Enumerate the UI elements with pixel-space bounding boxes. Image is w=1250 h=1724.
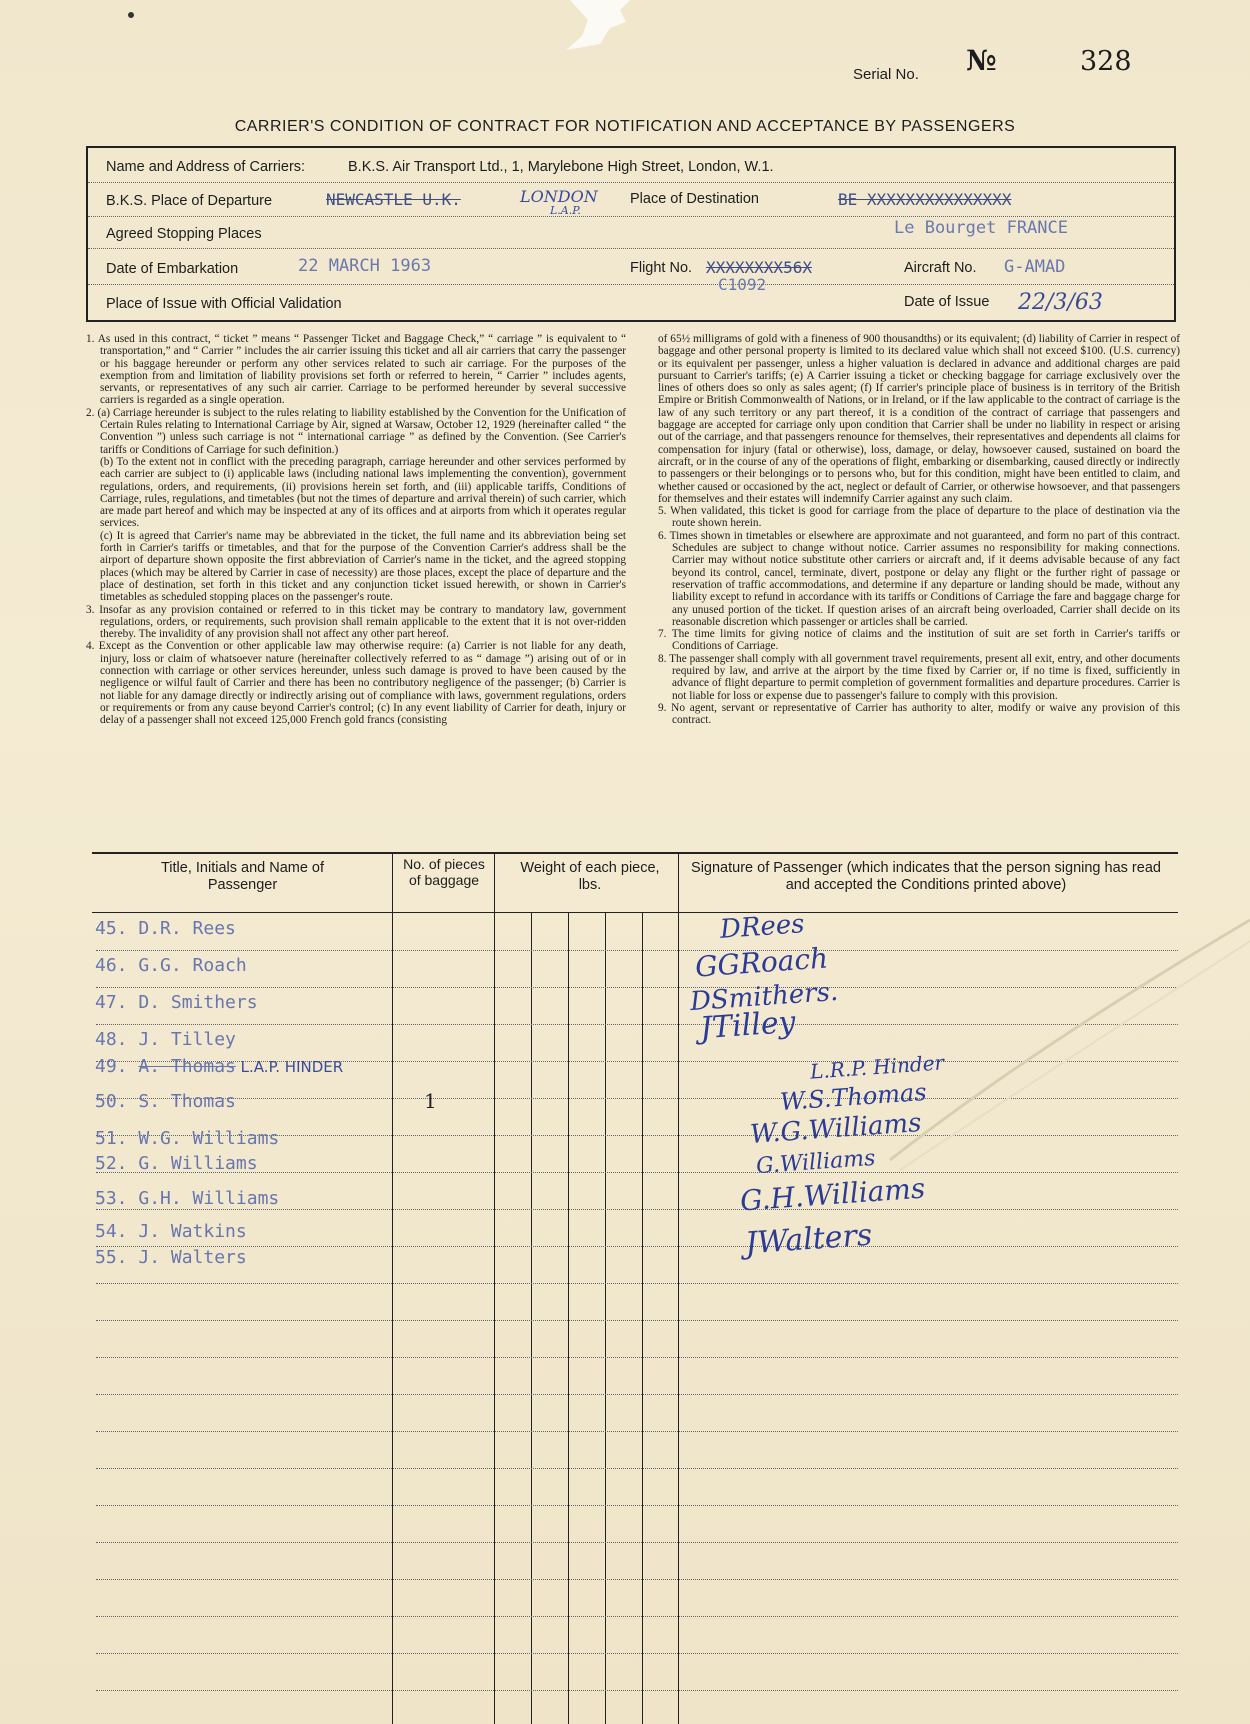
column-header-name: Title, Initials and Name of Passenger <box>160 860 325 893</box>
issue-date-value: 22/3/63 <box>1018 290 1103 315</box>
passenger-name-entry <box>95 918 236 939</box>
passenger-table-top-border <box>92 852 1178 854</box>
term-8: 8. The passenger shall comply with all government travel requirements, present all exit, entry, and other documents required by law, and arrive at the airport by the time fixed by Carrier or, if no time is fixed, sufficiently in advance of flight departure to permit completion of government formalities and departure procedures. Carrier is not liable for loss or expense due to passenger's failure to comply with this provision. <box>658 652 1180 702</box>
passenger-name: D.R. Rees <box>138 918 236 939</box>
ruled-line <box>96 1283 1178 1284</box>
passenger-signature: L.R.P. Hinder <box>809 1050 945 1084</box>
issue-place-label: Place of Issue with Official Validation <box>106 296 342 312</box>
passenger-number: 51. <box>95 1128 139 1149</box>
destination-label: Place of Destination <box>630 191 759 207</box>
ruled-line <box>96 1542 1178 1543</box>
column-header-signature: Signature of Passenger (which indicates that the person signing has read and accepted the Conditions printed above) <box>691 860 1161 893</box>
passenger-name: J. Walters <box>138 1247 247 1268</box>
passenger-number: 50. <box>95 1091 139 1112</box>
carriers-label: Name and Address of Carriers: <box>106 159 306 175</box>
aircraft-value: G-AMAD <box>1004 257 1066 277</box>
passenger-name: A. Thomas <box>138 1056 236 1077</box>
passenger-name-entry <box>95 1128 279 1149</box>
passenger-name-entry <box>95 1247 247 1268</box>
carrier-details-box <box>86 146 1176 322</box>
ruled-line <box>96 1394 1178 1395</box>
departure-label: B.K.S. Place of Departure <box>106 193 273 209</box>
ruled-line <box>96 1690 1178 1691</box>
ruled-line <box>96 1357 1178 1358</box>
passenger-number: 47. <box>95 992 139 1013</box>
ruled-line <box>96 1579 1178 1580</box>
term-2c: (c) It is agreed that Carrier's name may be abbreviated in the ticket, the full name and its abbreviation being set forth in Carrier's tariffs or timetables, and that for the purpose of the Convention Carrier's address shall be the airport of departure shown opposite the first abbreviation of Carrier's name in the ticket, and the agreed stopping places (which may be altered by Carrier in case of necessity) are those places, except the place of departure and the place of destination, set forth in this ticket and any conjunction ticket issued herewith, or shown in Carrier's timetables as scheduled stopping places on the passenger's route. <box>100 529 626 604</box>
passenger-name-entry <box>95 992 258 1013</box>
ruled-line <box>96 1616 1178 1617</box>
passenger-number: 49. <box>95 1056 139 1077</box>
passenger-name: S. Thomas <box>138 1091 236 1112</box>
term-7: 7. The time limits for giving notice of claims and the institution of suit are set forth in Carrier's tariffs or Conditions of Carriage. <box>658 628 1180 653</box>
passenger-number: 54. <box>95 1221 139 1242</box>
passenger-signature: G.H.Williams <box>739 1171 927 1218</box>
column-header-weight: Weight of each piece, lbs. <box>520 860 660 893</box>
passenger-name: G.H. Williams <box>138 1188 280 1209</box>
passenger-name: D. Smithers <box>138 992 258 1013</box>
term-9: 9. No agent, servant or representative of Carrier has authority to alter, modify or waive any provision of this contract. <box>658 701 1180 727</box>
column-divider <box>568 912 569 1724</box>
carriers-row <box>88 148 1174 183</box>
passenger-signature: G.Williams <box>755 1145 877 1180</box>
stopping-label: Agreed Stopping Places <box>106 226 262 242</box>
ruled-line <box>96 1505 1178 1506</box>
embarkation-label: Date of Embarkation <box>106 261 239 277</box>
passenger-signature: W.S.Thomas <box>779 1077 928 1117</box>
destination-value: Le Bourget FRANCE <box>894 218 1068 238</box>
passenger-signature: DSmithers. <box>689 976 840 1018</box>
term-5: 5. When validated, this ticket is good for carriage from the place of departure to the place of destination via the route shown herein. <box>658 505 1180 530</box>
ruled-line <box>96 1468 1178 1469</box>
term-3: 3. Insofar as any provision contained or referred to in this ticket may be contrary to mandatory law, government regulations, orders, or requirements, such provision shall remain applicable to the extent that it is not over-ridden thereby. The invalidity of any provision shall not affect any other part hereof. <box>86 603 626 641</box>
passenger-name: J. Tilley <box>138 1029 236 1050</box>
embarkation-row <box>88 248 1174 294</box>
passenger-signature: JTilley <box>698 1004 797 1047</box>
column-header-pieces: No. of pieces of baggage <box>403 856 485 888</box>
passenger-number: 45. <box>95 918 139 939</box>
term-1: 1. As used in this contract, “ ticket ” means “ Passenger Ticket and Baggage Check,” “ carriage ” is equivalent to “ transportation,” and “ Carrier ” includes the air carrier issuing this ticket and all air carriers that carry the passenger or his baggage hereunder or perform any other services related to such air carriage. For the purposes of the exemption from and limitation of liability provisions set forth or referred to herein, “ Carrier ” includes agents, servants, or representatives of any such air carrier. Carriage to be performed hereunder by several successive carriers is regarded as a single operation. <box>86 333 626 407</box>
departure-handwritten-sub: L.A.P. <box>550 204 581 217</box>
serial-number: 328 <box>1080 46 1132 77</box>
passenger-number: 52. <box>95 1153 139 1174</box>
passenger-name-entry <box>95 1188 279 1209</box>
passenger-name-entry <box>95 1056 343 1077</box>
term-6: 6. Times shown in timetables or elsewhere are approximate and not guaranteed, and form no part of this contract. Schedules are subject to change without notice. Carrier assumes no responsibility for making connections. Carrier may without notice substitute other carriers or aircraft and, if it deems advisable because of any fact beyond its control, cancel, terminate, divert, postpone or delay any flight or the further right of passage or reservation of traffic accommodations, and determine if any departure or landing should be made, without any liability except to refund in accordance with its tariffs or Conditions of Carriage the fare and baggage charge for any unused portion of the ticket. If question arises of an aircraft being overloaded, Carrier shall decide on its reasonable discretion which passenger or articles shall be carried. <box>658 529 1180 628</box>
passenger-number: 55. <box>95 1247 139 1268</box>
baggage-count: 1 <box>424 1089 437 1113</box>
ruled-line <box>96 1246 1178 1247</box>
departure-row <box>88 182 1174 217</box>
passenger-name: G. Williams <box>138 1153 258 1174</box>
ink-speck <box>128 12 134 18</box>
carriers-value: B.K.S. Air Transport Ltd., 1, Marylebone High Street, London, W.1. <box>348 159 774 175</box>
flight-value: C1092 <box>718 275 767 294</box>
departure-struck-value: NEWCASTLE U.K. <box>326 190 461 209</box>
ruled-line <box>96 1320 1178 1321</box>
passenger-name: G.G. Roach <box>138 955 247 976</box>
term-2a: 2. (a) Carriage hereunder is subject to the rules relating to liability established by the Convention for the Unification of Certain Rules relating to International Carriage by Air, signed at Warsaw, October 12, 1929 (hereinafter called “ the Convention ”) unless such carriage is not “ international carriage ” as defined by the Convention. (See Carrier's tariffs or Conditions of Carriage for such definition.) <box>86 406 626 456</box>
passenger-name: J. Watkins <box>138 1221 247 1242</box>
term-4: 4. Except as the Convention or other applicable law may otherwise require: (a) Carrier is not liable for any death, injury, loss or claim of whatsoever nature (hereinafter collectively referred to as “ damage ”) arising out of or in connection with carriage or other services hereunder, unless such damage is proved to have been caused by the negligence or wilful fault of Carrier and there has been no contributory negligence of the passenger; (b) Carrier is not liable for any damage directly or indirectly arising out of compliance with laws, government regulations, orders or requirements or from any cause beyond Carrier's control; (c) In any event liability of Carrier for death, injury or delay of a passenger shall not exceed 125,000 French gold francs (consisting <box>86 640 626 727</box>
ruled-line <box>96 1209 1178 1210</box>
torn-corner <box>560 0 650 52</box>
column-divider <box>678 852 679 1724</box>
column-divider <box>642 912 643 1724</box>
passenger-signature: JWalters <box>743 1217 874 1262</box>
passenger-signature: DRees <box>719 909 806 945</box>
term-2b: (b) To the extent not in conflict with the preceding paragraph, carriage hereunder and other services performed by each carrier are subject to (i) applicable laws (including national laws implementing the convention), government regulations, orders, and requirements, (ii) provisions herein set forth, and (iii) applicable tariffs, Conditions of Carriage, rules, regulations, and timetables (but not the times of departure and arrival therein) of such carrier, which are made part hereof and which may be inspected at any of its offices and at airports from which it operates regular services. <box>100 455 626 530</box>
flight-label: Flight No. <box>630 260 693 276</box>
passenger-name-entry <box>95 1153 258 1174</box>
serial-number-symbol: № <box>966 44 997 77</box>
column-divider <box>494 852 495 1724</box>
passenger-name-entry <box>95 955 247 976</box>
passenger-number: 46. <box>95 955 139 976</box>
issue-date-label: Date of Issue <box>904 294 990 310</box>
ruled-line <box>96 1431 1178 1432</box>
column-divider <box>392 852 393 1724</box>
paper-crease <box>880 900 1250 1200</box>
passenger-signature: GGRoach <box>694 941 830 984</box>
terms-left-column <box>86 333 626 727</box>
stopping-row <box>88 216 1174 249</box>
passenger-number: 48. <box>95 1029 139 1050</box>
ruled-line <box>96 1653 1178 1654</box>
document-title: CARRIER'S CONDITION OF CONTRACT FOR NOTIFICATION AND ACCEPTANCE BY PASSENGERS <box>234 118 1016 135</box>
destination-struck-value: BE XXXXXXXXXXXXXXX <box>838 190 1012 209</box>
passenger-name-entry <box>95 1029 236 1050</box>
flight-struck-value: XXXXXXXX56X <box>706 258 812 277</box>
passenger-name-entry <box>95 1091 236 1112</box>
passenger-signature: W.G.Williams <box>749 1108 923 1150</box>
serial-label: Serial No. <box>853 66 919 83</box>
aircraft-label: Aircraft No. <box>904 260 977 276</box>
column-divider <box>605 912 606 1724</box>
term-4-continued: of 65½ milligrams of gold with a fineness of 900 thousandths) or its equivalent; (d) liability of Carrier in respect of baggage and other personal property is limited to its declared value which shall not exceed $100. (U.S. currency) or its equivalent per passenger, unless a higher valuation is declared in advance and additional charges are paid pursuant to Carrier's tariffs; (e) A Carrier issuing a ticket or checking baggage for carriage exclusively over the lines of others does so only as sales agent; (f) If carrier's principle place of business is in territory of the British Empire or British Commonwealth of Nations, or in Ireland, or if the law applicable to the contract of carriage is the law of any such territory or any part thereof, it is a condition of the contract of carriage that passengers and baggage are accepted for carriage only upon condition that Carrier shall be under no liability in respect or arising out of the carriage, and that passengers renounce for themselves, their representatives and dependents all claims for compensation for injury (fatal or otherwise), loss, damage, or delay, howsoever caused, sustained on board the aircraft, or in the course of any of the operations of flight, embarking or disembarking, caused directly or indirectly to passengers or their belongings or to persons who, but for this condition, might have been entitled to claim, and whether caused or occasioned by the act, neglect or default of Carrier, or otherwise howsoever, and that passengers for themselves and their estates will indemnify Carrier against any such claim. <box>658 333 1180 505</box>
issue-row <box>88 284 1174 320</box>
column-divider <box>531 912 532 1724</box>
passenger-name: W.G. Williams <box>138 1128 280 1149</box>
passenger-name-entry <box>95 1221 247 1242</box>
passenger-number: 53. <box>95 1188 139 1209</box>
terms-right-column <box>658 333 1180 727</box>
embarkation-value: 22 MARCH 1963 <box>298 256 432 276</box>
passenger-name-handwritten: L.A.P. HINDER <box>235 1058 344 1076</box>
departure-handwritten: LONDON <box>520 187 598 206</box>
